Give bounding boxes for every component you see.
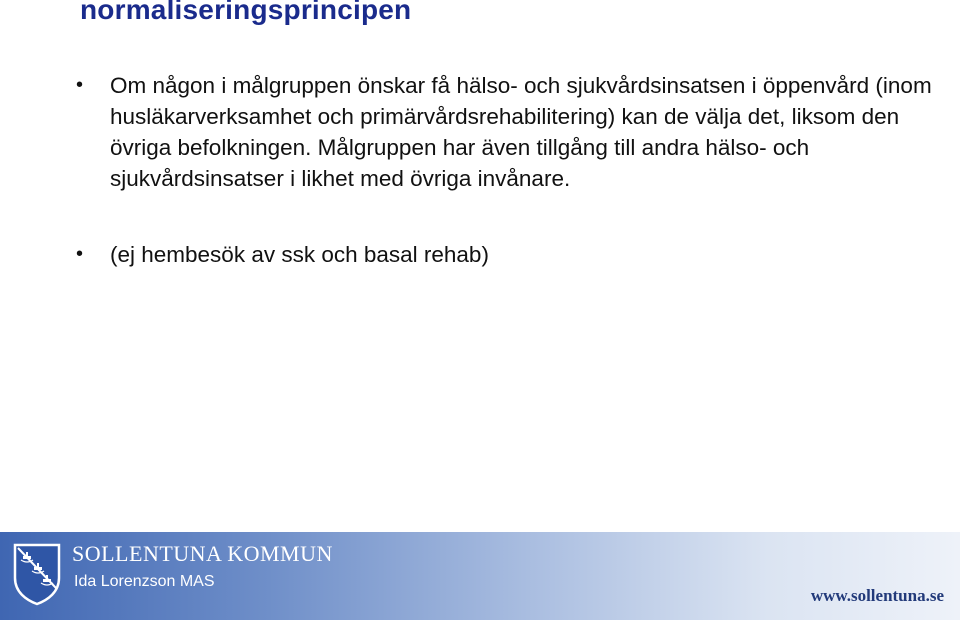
municipal-crest-icon [12,542,62,606]
slide-title: normaliseringsprincipen [80,0,412,25]
bullet-icon: • [76,243,84,265]
bullet-item [72,239,932,270]
organization-name: SOLLENTUNA KOMMUN [72,541,333,566]
bullet-text: (ej hembesök av ssk och basal rehab) [110,242,489,267]
bullet-list [72,70,932,270]
author-name: Ida Lorenzson MAS [74,573,215,590]
footer-banner [0,532,960,620]
bullet-text: Om någon i målgruppen önskar få hälso- och sjukvårdsinsatsen i öppenvård (inom husläkarverksamhet och primärvårdsrehabilitering) kan de välja det, liksom den övriga befolkningen. Målgruppen har även tillgång till andra hälso- och sjukvårdsinsatser i likhet med övriga invånare. [110,73,932,191]
bullet-item [72,70,932,194]
website-url: www.sollentuna.se [810,586,944,605]
bullet-icon: • [76,74,84,96]
